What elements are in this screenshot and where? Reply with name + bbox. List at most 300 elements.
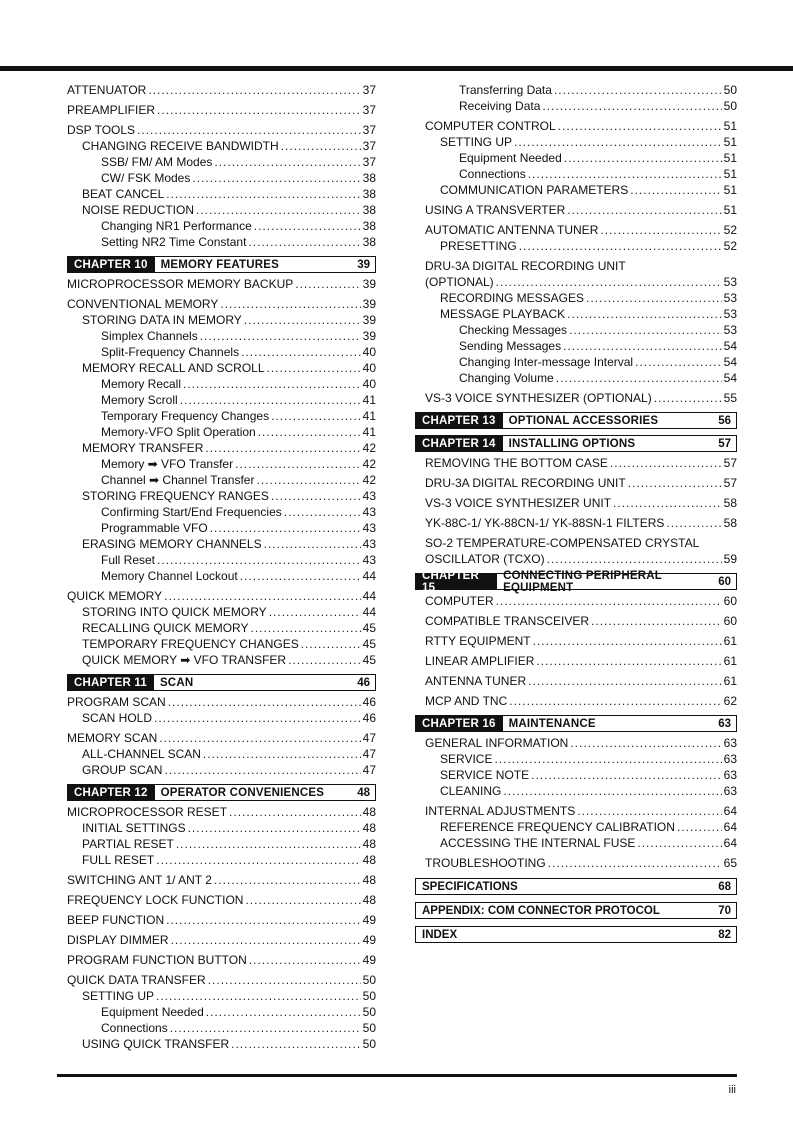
- toc-entry[interactable]: [67, 552, 376, 568]
- entry-title: NOISE REDUCTION: [82, 203, 195, 217]
- entry-title: DRU-3A DIGITAL RECORDING UNIT: [425, 259, 626, 273]
- entry-page: 45: [362, 621, 376, 635]
- toc-entry[interactable]: [425, 338, 737, 354]
- toc-entry[interactable]: [67, 424, 376, 440]
- chapter-page: 57: [718, 437, 731, 450]
- dot-leader: [610, 455, 722, 471]
- dot-leader: [666, 515, 721, 531]
- entry-page: 50: [723, 83, 737, 97]
- dot-leader: [519, 238, 722, 254]
- toc-entry[interactable]: [67, 408, 376, 424]
- entry-page: 57: [723, 476, 737, 490]
- dot-leader: [301, 636, 361, 652]
- section-page: 68: [718, 880, 731, 893]
- toc-entry[interactable]: [67, 488, 376, 504]
- entry-page: 58: [723, 496, 737, 510]
- toc-entry[interactable]: [67, 636, 376, 652]
- entry-title: CW/ FSK Modes: [101, 171, 191, 185]
- entry-page: 61: [723, 674, 737, 688]
- entry-page: 50: [362, 989, 376, 1003]
- dot-leader: [567, 202, 721, 218]
- entry-title: ERASING MEMORY CHANNELS: [82, 537, 262, 551]
- entry-title: RTTY EQUIPMENT: [425, 634, 531, 648]
- entry-title: COMMUNICATION PARAMETERS: [440, 183, 629, 197]
- toc-entry[interactable]: [67, 988, 376, 1004]
- entry-title: Full Reset: [101, 553, 156, 567]
- chapter-number: CHAPTER 13: [416, 413, 503, 428]
- toc-entry[interactable]: [425, 390, 737, 406]
- toc-entry[interactable]: [67, 276, 376, 292]
- dot-leader: [168, 694, 361, 710]
- toc-entry[interactable]: [425, 238, 737, 254]
- dot-leader: [536, 653, 721, 669]
- entry-page: 48: [362, 805, 376, 819]
- dot-leader: [496, 274, 722, 290]
- dot-leader: [563, 338, 722, 354]
- entry-title: MEMORY SCAN: [67, 731, 158, 745]
- entry-title: PROGRAM FUNCTION BUTTON: [67, 953, 247, 967]
- dot-leader: [250, 620, 360, 636]
- toc-entry[interactable]: [425, 306, 737, 322]
- entry-page: 38: [362, 187, 376, 201]
- toc-entry[interactable]: [425, 767, 737, 783]
- entry-title: Connections: [101, 1021, 168, 1035]
- chapter-number: CHAPTER 16: [416, 716, 503, 731]
- dot-leader: [269, 604, 361, 620]
- entry-title: DSP TOOLS: [67, 123, 136, 137]
- toc-entry[interactable]: [425, 613, 737, 629]
- entry-title: COMPUTER: [425, 594, 494, 608]
- toc-entry[interactable]: [67, 694, 376, 710]
- chapter-header-chapter-13[interactable]: [415, 412, 737, 429]
- toc-entry[interactable]: [67, 892, 376, 908]
- entry-title: USING A TRANSVERTER: [425, 203, 566, 217]
- toc-entry[interactable]: [67, 730, 376, 746]
- toc-entry[interactable]: [67, 312, 376, 328]
- toc-entry[interactable]: [425, 322, 737, 338]
- chapter-page: 60: [718, 575, 731, 588]
- dot-leader: [170, 1020, 361, 1036]
- toc-entry[interactable]: [425, 370, 737, 386]
- chapter-header-chapter-16[interactable]: [415, 715, 737, 732]
- toc-entry[interactable]: [425, 593, 737, 609]
- toc-entry[interactable]: [67, 296, 376, 312]
- entry-page: 51: [723, 135, 737, 149]
- dot-leader: [600, 222, 721, 238]
- toc-entry[interactable]: [425, 134, 737, 150]
- entry-title: SERVICE: [440, 752, 493, 766]
- dot-leader: [148, 82, 360, 98]
- dot-leader: [494, 751, 721, 767]
- entry-page: 64: [723, 804, 737, 818]
- entry-title: Connections: [459, 167, 526, 181]
- entry-page: 49: [362, 933, 376, 947]
- entry-page: 61: [723, 654, 737, 668]
- toc-entry[interactable]: [425, 803, 737, 819]
- entry-page: 42: [362, 441, 376, 455]
- toc-entry[interactable]: [425, 633, 737, 649]
- entry-title: FULL RESET: [82, 853, 155, 867]
- entry-page: 43: [362, 521, 376, 535]
- entry-page: 63: [723, 752, 737, 766]
- entry-page: 63: [723, 784, 737, 798]
- toc-entry[interactable]: [67, 504, 376, 520]
- chapter-number: CHAPTER 15: [416, 574, 497, 589]
- toc-entry[interactable]: [67, 472, 376, 488]
- chapter-header-chapter-11[interactable]: [67, 674, 376, 691]
- entry-page: 51: [723, 167, 737, 181]
- dot-leader: [628, 475, 722, 491]
- toc-entry[interactable]: [67, 392, 376, 408]
- chapter-page: 48: [357, 786, 370, 799]
- toc-entry[interactable]: [67, 186, 376, 202]
- entry-page: 54: [723, 339, 737, 353]
- toc-right-column: [422, 82, 737, 947]
- entry-page: 39: [362, 329, 376, 343]
- dot-leader: [542, 98, 721, 114]
- dot-leader: [267, 360, 361, 376]
- toc-entry[interactable]: [425, 515, 737, 531]
- dot-leader: [567, 306, 721, 322]
- toc-entry[interactable]: [425, 535, 737, 567]
- entry-page: 50: [362, 1005, 376, 1019]
- entry-page: 50: [362, 973, 376, 987]
- entry-title: VS-3 VOICE SYNTHESIZER (OPTIONAL): [425, 391, 652, 405]
- entry-second-line: [425, 551, 737, 567]
- entry-page: 51: [723, 119, 737, 133]
- chapter-number: CHAPTER 11: [68, 675, 154, 690]
- entry-title: Receiving Data: [459, 99, 541, 113]
- entry-page: 43: [362, 553, 376, 567]
- toc-entry[interactable]: [67, 328, 376, 344]
- chapter-title: SCAN: [159, 676, 194, 689]
- entry-title: YK-88C-1/ YK-88CN-1/ YK-88SN-1 FILTERS: [425, 516, 665, 530]
- dot-leader: [528, 166, 722, 182]
- entry-page: 48: [362, 837, 376, 851]
- toc-entry[interactable]: [425, 290, 737, 306]
- chapter-number: CHAPTER 14: [416, 436, 503, 451]
- entry-title: Temporary Frequency Changes: [101, 409, 270, 423]
- toc-entry[interactable]: [67, 520, 376, 536]
- entry-page: 60: [723, 614, 737, 628]
- toc-entry[interactable]: [425, 82, 737, 98]
- dot-leader: [214, 872, 361, 888]
- entry-page: 48: [362, 853, 376, 867]
- dot-leader: [208, 972, 361, 988]
- toc-entry[interactable]: [67, 746, 376, 762]
- entry-title: MCP AND TNC: [425, 694, 508, 708]
- toc-entry[interactable]: [425, 835, 737, 851]
- dot-leader: [570, 735, 721, 751]
- entry-title: INTERNAL ADJUSTMENTS: [425, 804, 576, 818]
- entry-page: 52: [723, 239, 737, 253]
- dot-leader: [156, 988, 361, 1004]
- dot-leader: [503, 783, 721, 799]
- entry-title: Changing Volume: [459, 371, 554, 385]
- entry-title: ACCESSING THE INTERNAL FUSE: [440, 836, 636, 850]
- entry-title: MICROPROCESSOR MEMORY BACKUP: [67, 277, 294, 291]
- dot-leader: [183, 376, 361, 392]
- section-title: INDEX: [422, 928, 458, 941]
- toc-left-column: [67, 82, 376, 1052]
- dot-leader: [188, 820, 361, 836]
- chapter-number: CHAPTER 12: [68, 785, 155, 800]
- entry-title: PRESETTING: [440, 239, 517, 253]
- entry-title: Transferring Data: [459, 83, 552, 97]
- toc-entry[interactable]: [67, 456, 376, 472]
- entry-page: 38: [362, 203, 376, 217]
- toc-entry[interactable]: [67, 568, 376, 584]
- dot-leader: [554, 82, 722, 98]
- toc-entry[interactable]: [425, 735, 737, 751]
- entry-title: QUICK DATA TRANSFER: [67, 973, 206, 987]
- toc-entry[interactable]: [67, 536, 376, 552]
- entry-page: 37: [362, 123, 376, 137]
- entry-title: Memory ➡ VFO Transfer: [101, 457, 234, 471]
- entry-title: RECORDING MESSAGES: [440, 291, 585, 305]
- dot-leader: [240, 568, 361, 584]
- toc-entry[interactable]: [425, 783, 737, 799]
- dot-leader: [248, 234, 360, 250]
- dot-leader: [164, 762, 360, 778]
- entry-page: 64: [723, 836, 737, 850]
- dot-leader: [220, 296, 360, 312]
- top-rule: [0, 66, 793, 71]
- toc-entry[interactable]: [67, 836, 376, 852]
- toc-entry[interactable]: [67, 154, 376, 170]
- dot-leader: [156, 852, 360, 868]
- entry-page: 48: [362, 873, 376, 887]
- dot-leader: [235, 456, 361, 472]
- entry-title: LINEAR AMPLIFIER: [425, 654, 535, 668]
- toc-entry[interactable]: [67, 138, 376, 154]
- toc-entry[interactable]: [67, 804, 376, 820]
- toc-entry[interactable]: [425, 150, 737, 166]
- dot-leader: [613, 495, 722, 511]
- entry-title: Equipment Needed: [101, 1005, 204, 1019]
- toc-entry[interactable]: [425, 258, 737, 290]
- entry-title: GROUP SCAN: [82, 763, 163, 777]
- toc-entry[interactable]: [425, 98, 737, 114]
- toc-entry[interactable]: [67, 1004, 376, 1020]
- toc-entry[interactable]: [425, 118, 737, 134]
- dot-leader: [586, 290, 722, 306]
- section-header-index[interactable]: [415, 926, 737, 943]
- entry-title: Memory-VFO Split Operation: [101, 425, 256, 439]
- entry-title: FREQUENCY LOCK FUNCTION: [67, 893, 244, 907]
- dot-leader: [637, 835, 721, 851]
- entry-page: 41: [362, 409, 376, 423]
- toc-entry[interactable]: [425, 673, 737, 689]
- section-page: 82: [718, 928, 731, 941]
- entry-page: 38: [362, 171, 376, 185]
- entry-page: 40: [362, 361, 376, 375]
- chapter-title: MAINTENANCE: [508, 717, 596, 730]
- dot-leader: [157, 102, 361, 118]
- toc-entry[interactable]: [425, 855, 737, 871]
- entry-page: 42: [362, 473, 376, 487]
- entry-title: SETTING UP: [440, 135, 513, 149]
- entry-page: 54: [723, 371, 737, 385]
- toc-entry[interactable]: [425, 354, 737, 370]
- entry-title: SETTING UP: [82, 989, 155, 1003]
- entry-title: MEMORY TRANSFER: [82, 441, 204, 455]
- toc-entry[interactable]: [425, 455, 737, 471]
- toc-entry[interactable]: [67, 360, 376, 376]
- entry-title: VS-3 VOICE SYNTHESIZER UNIT: [425, 496, 612, 510]
- toc-entry[interactable]: [67, 852, 376, 868]
- entry-title: ALL-CHANNEL SCAN: [82, 747, 201, 761]
- entry-title: Memory Scroll: [101, 393, 178, 407]
- toc-entry[interactable]: [67, 234, 376, 250]
- entry-title: PARTIAL RESET: [82, 837, 174, 851]
- dot-leader: [591, 613, 722, 629]
- section-title: APPENDIX: COM CONNECTOR PROTOCOL: [422, 904, 660, 917]
- section-title: SPECIFICATIONS: [422, 880, 518, 893]
- dot-leader: [206, 1004, 361, 1020]
- entry-title: SO-2 TEMPERATURE-COMPENSATED CRYSTAL: [425, 536, 700, 550]
- toc-entry[interactable]: [67, 1036, 376, 1052]
- entry-title: ATTENUATOR: [67, 83, 147, 97]
- toc-entry[interactable]: [67, 762, 376, 778]
- entry-page: 50: [362, 1037, 376, 1051]
- dot-leader: [229, 804, 361, 820]
- entry-title: Memory Recall: [101, 377, 182, 391]
- entry-title: SWITCHING ANT 1/ ANT 2: [67, 873, 212, 887]
- section-header-appendix-com-connector-protocol[interactable]: [415, 902, 737, 919]
- toc-entry[interactable]: [67, 652, 376, 668]
- dot-leader: [558, 118, 722, 134]
- toc-entry[interactable]: [67, 820, 376, 836]
- chapter-header-chapter-12[interactable]: [67, 784, 376, 801]
- chapter-header-chapter-14[interactable]: [415, 435, 737, 452]
- entry-page: 40: [362, 377, 376, 391]
- toc-entry[interactable]: [67, 376, 376, 392]
- toc-entry[interactable]: [67, 912, 376, 928]
- entry-title: Programmable VFO: [101, 521, 208, 535]
- entry-title: Sending Messages: [459, 339, 562, 353]
- entry-title: DISPLAY DIMMER: [67, 933, 169, 947]
- chapter-title: MEMORY FEATURES: [160, 258, 280, 271]
- toc-entry[interactable]: [67, 202, 376, 218]
- dot-leader: [196, 202, 361, 218]
- dot-leader: [171, 932, 361, 948]
- entry-title: Memory Channel Lockout: [101, 569, 238, 583]
- dot-leader: [288, 652, 361, 668]
- dot-leader: [295, 276, 360, 292]
- chapter-header-chapter-10[interactable]: [67, 256, 376, 273]
- section-page: 70: [718, 904, 731, 917]
- entry-title: Confirming Start/End Frequencies: [101, 505, 282, 519]
- toc-entry[interactable]: [425, 693, 737, 709]
- toc-entry[interactable]: [425, 166, 737, 182]
- entry-page: 54: [723, 355, 737, 369]
- entry-page: 38: [362, 219, 376, 233]
- chapter-page: 39: [357, 258, 370, 271]
- toc-entry[interactable]: [425, 475, 737, 491]
- toc-entry[interactable]: [425, 819, 737, 835]
- toc-entry[interactable]: [425, 222, 737, 238]
- entry-title: CHANGING RECEIVE BANDWIDTH: [82, 139, 279, 153]
- page-number: iii: [728, 1084, 736, 1096]
- entry-page: 65: [723, 856, 737, 870]
- dot-leader: [214, 154, 360, 170]
- dot-leader: [166, 912, 361, 928]
- toc-entry[interactable]: [67, 102, 376, 118]
- entry-page: 59: [723, 552, 737, 566]
- entry-page: 49: [362, 953, 376, 967]
- toc-entry[interactable]: [67, 972, 376, 988]
- entry-title: QUICK MEMORY ➡ VFO TRANSFER: [82, 653, 287, 667]
- entry-page: 63: [723, 768, 737, 782]
- toc-entry[interactable]: [67, 1020, 376, 1036]
- entry-page: 53: [723, 307, 737, 321]
- dot-leader: [281, 138, 361, 154]
- entry-page: 60: [723, 594, 737, 608]
- dot-leader: [244, 312, 361, 328]
- entry-page: 53: [723, 275, 737, 289]
- entry-page: 39: [362, 277, 376, 291]
- toc-entry[interactable]: [425, 182, 737, 198]
- dot-leader: [203, 746, 361, 762]
- toc-entry[interactable]: [67, 82, 376, 98]
- toc-entry[interactable]: [67, 932, 376, 948]
- entry-title: CONVENTIONAL MEMORY: [67, 297, 219, 311]
- toc-entry[interactable]: [67, 604, 376, 620]
- entry-page: 44: [362, 569, 376, 583]
- toc-entry[interactable]: [67, 710, 376, 726]
- entry-title: SSB/ FM/ AM Modes: [101, 155, 213, 169]
- entry-title: MESSAGE PLAYBACK: [440, 307, 566, 321]
- dot-leader: [548, 855, 722, 871]
- toc-entry[interactable]: [67, 440, 376, 456]
- toc-entry[interactable]: [67, 620, 376, 636]
- chapter-title: OPTIONAL ACCESSORIES: [508, 414, 659, 427]
- toc-entry[interactable]: [425, 202, 737, 218]
- dot-leader: [254, 218, 361, 234]
- toc-entry[interactable]: [425, 495, 737, 511]
- dot-leader: [231, 1036, 361, 1052]
- entry-page: 47: [362, 763, 376, 777]
- entry-page: 46: [362, 711, 376, 725]
- dot-leader: [256, 472, 360, 488]
- entry-page: 46: [362, 695, 376, 709]
- toc-entry[interactable]: [67, 218, 376, 234]
- entry-title: Simplex Channels: [101, 329, 198, 343]
- toc-entry[interactable]: [67, 344, 376, 360]
- toc-entry[interactable]: [425, 653, 737, 669]
- dot-leader: [137, 122, 361, 138]
- toc-entry[interactable]: [67, 588, 376, 604]
- toc-entry[interactable]: [425, 751, 737, 767]
- toc-entry[interactable]: [67, 170, 376, 186]
- entry-title-continued: (OPTIONAL): [425, 275, 494, 289]
- entry-title: Equipment Needed: [459, 151, 562, 165]
- entry-title: GENERAL INFORMATION: [425, 736, 569, 750]
- entry-title: MEMORY RECALL AND SCROLL: [82, 361, 265, 375]
- dot-leader: [241, 344, 361, 360]
- entry-page: 61: [723, 634, 737, 648]
- dot-leader: [192, 170, 360, 186]
- bottom-rule: [57, 1074, 737, 1077]
- toc-entry[interactable]: [67, 952, 376, 968]
- section-header-specifications[interactable]: [415, 878, 737, 895]
- dot-leader: [569, 322, 722, 338]
- toc-entry[interactable]: [67, 872, 376, 888]
- entry-page: 41: [362, 425, 376, 439]
- toc-entry[interactable]: [67, 122, 376, 138]
- chapter-header-chapter-15[interactable]: [415, 569, 737, 594]
